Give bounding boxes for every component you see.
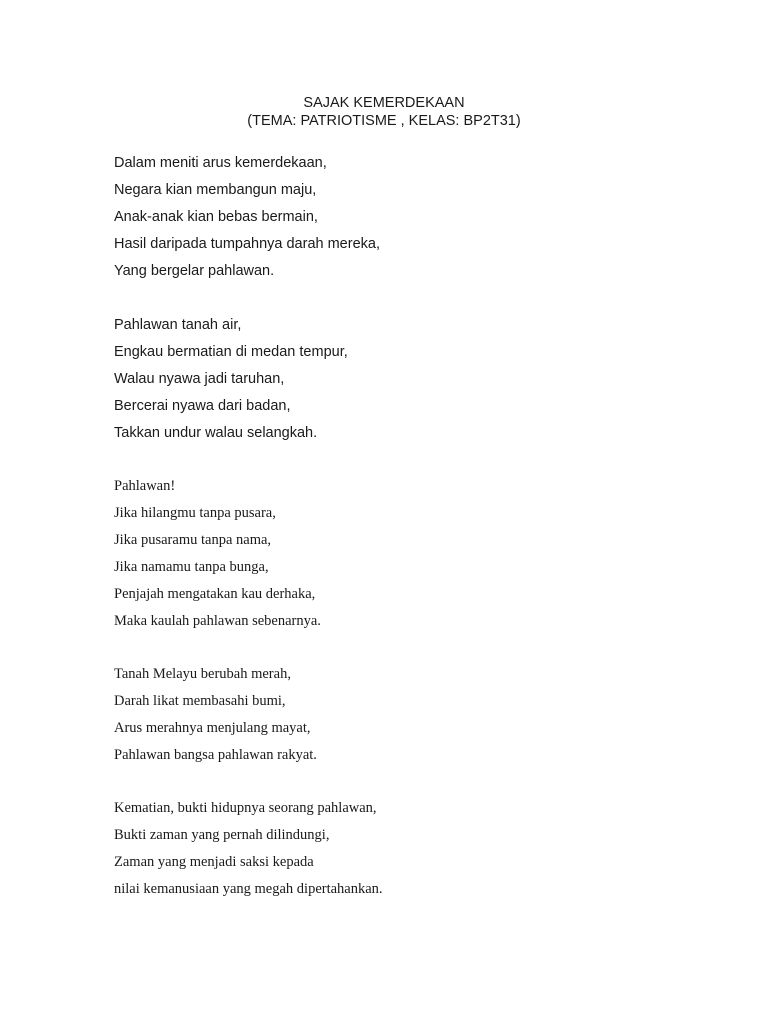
- poem-line: Bercerai nyawa dari badan,: [114, 398, 291, 414]
- stanza-5: [114, 795, 714, 903]
- poem-line: Arus merahnya menjulang mayat,: [114, 720, 311, 736]
- poem-line: Kematian, bukti hidupnya seorang pahlawan,: [114, 800, 377, 816]
- poem-line: Darah likat membasahi bumi,: [114, 693, 286, 709]
- title-block: [0, 94, 768, 130]
- stanza-2: [114, 312, 714, 447]
- poem-line: Walau nyawa jadi taruhan,: [114, 371, 285, 387]
- poem-line: Jika namamu tanpa bunga,: [114, 559, 269, 575]
- poem-line: Engkau bermatian di medan tempur,: [114, 344, 348, 360]
- poem-line: Pahlawan bangsa pahlawan rakyat.: [114, 747, 317, 763]
- poem-line: Yang bergelar pahlawan.: [114, 263, 275, 279]
- poem-line: Pahlawan tanah air,: [114, 317, 242, 333]
- poem-subtitle: (TEMA: PATRIOTISME , KELAS: BP2T31): [247, 113, 521, 129]
- poem-line: Bukti zaman yang pernah dilindungi,: [114, 827, 330, 843]
- poem-line: Maka kaulah pahlawan sebenarnya.: [114, 613, 321, 629]
- poem-line: Jika pusaramu tanpa nama,: [114, 532, 272, 548]
- poem-line: Dalam meniti arus kemerdekaan,: [114, 155, 327, 171]
- poem-title: SAJAK KEMERDEKAAN: [303, 95, 465, 111]
- poem-line: Negara kian membangun maju,: [114, 182, 317, 198]
- stanza-3: [114, 473, 714, 635]
- poem-line: Penjajah mengatakan kau derhaka,: [114, 586, 316, 602]
- poem-line: Jika hilangmu tanpa pusara,: [114, 505, 276, 521]
- poem-line: Pahlawan!: [114, 478, 176, 494]
- poem-line: Takkan undur walau selangkah.: [114, 425, 318, 441]
- poem-line: Zaman yang menjadi saksi kepada: [114, 854, 314, 870]
- poem-line: nilai kemanusiaan yang megah dipertahankan.: [114, 881, 383, 897]
- stanza-4: [114, 661, 714, 769]
- poem-line: Tanah Melayu berubah merah,: [114, 666, 291, 682]
- poem-line: Hasil daripada tumpahnya darah mereka,: [114, 236, 380, 252]
- stanza-1: [114, 150, 714, 285]
- poem-line: Anak-anak kian bebas bermain,: [114, 209, 318, 225]
